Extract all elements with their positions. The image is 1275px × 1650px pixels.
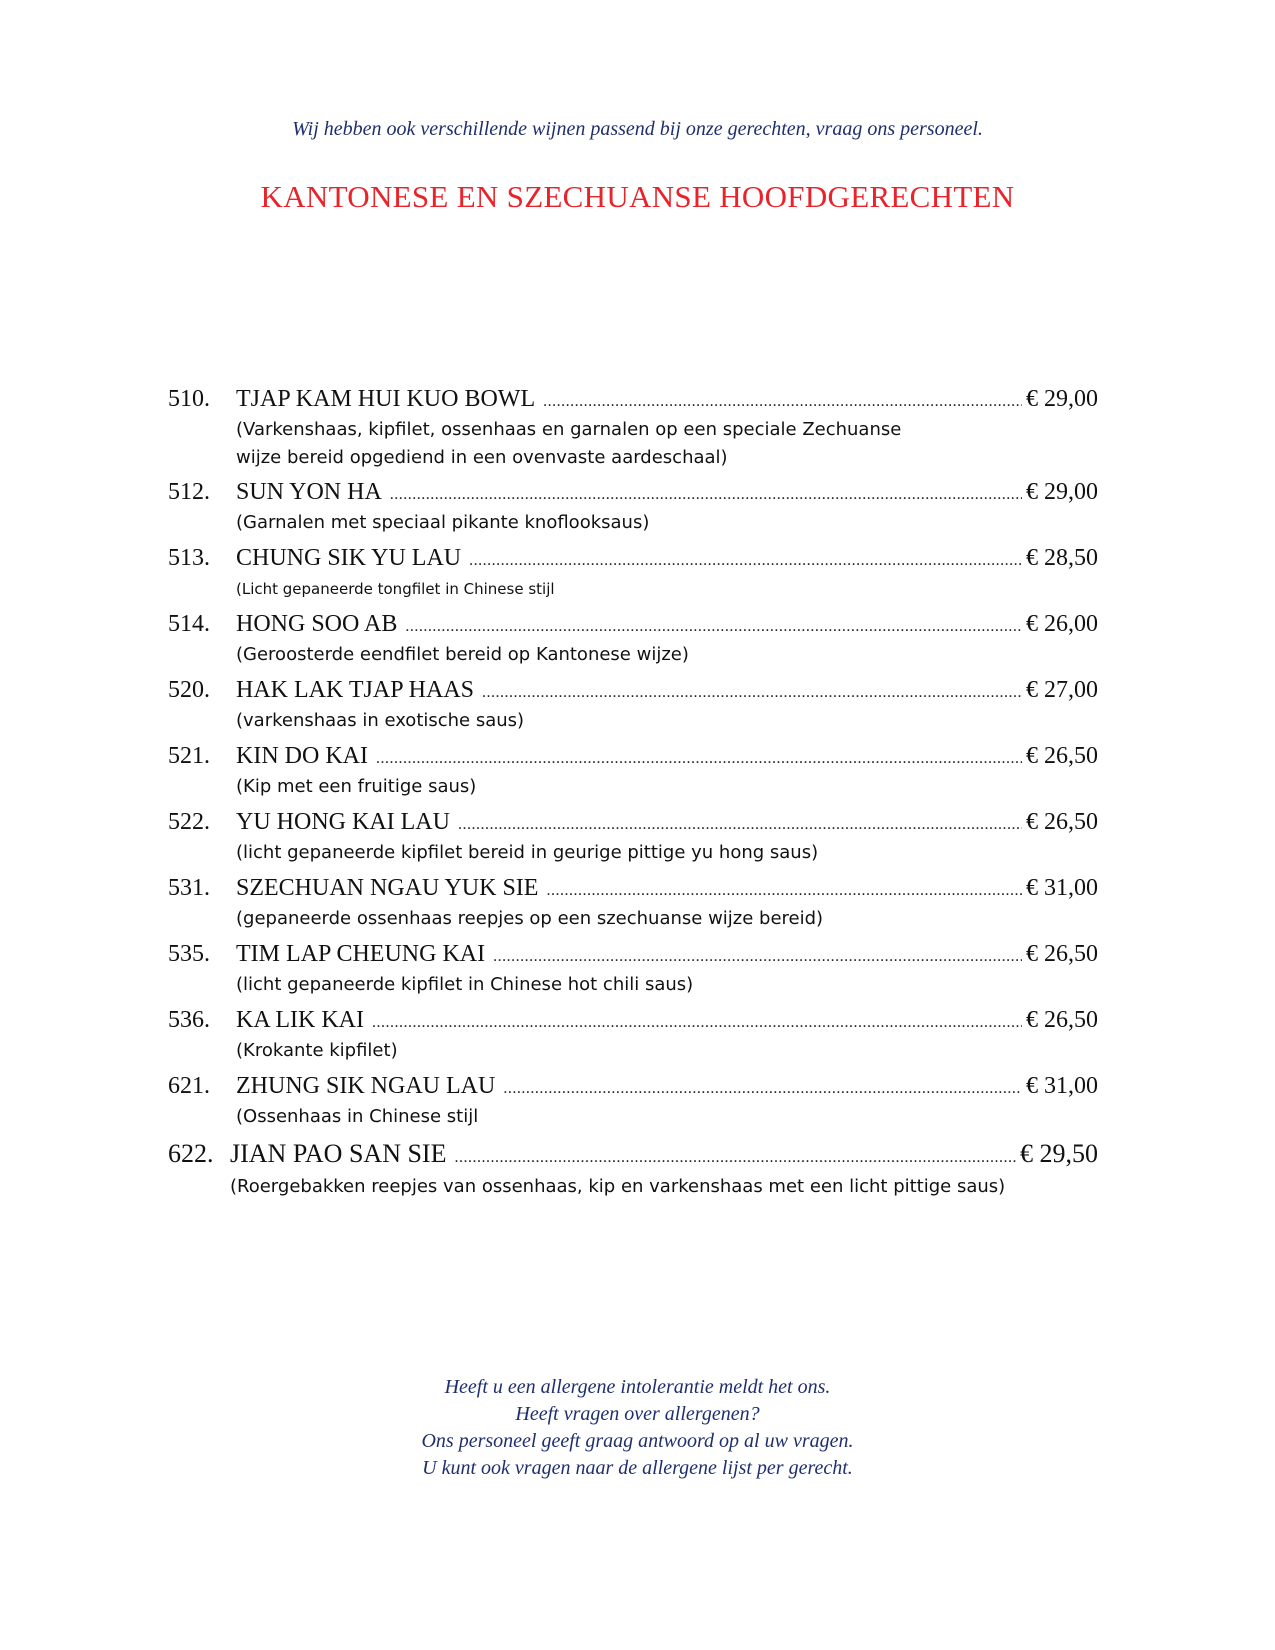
item-number: 514.: [168, 611, 210, 637]
menu-item: [168, 545, 1098, 611]
menu-item: [168, 743, 1098, 809]
item-description: (Krokante kipfilet): [236, 1040, 398, 1061]
menu-list: [168, 386, 1098, 1209]
menu-item: [168, 941, 1098, 1007]
menu-item: [168, 1007, 1098, 1073]
item-price: € 26,50: [1026, 1007, 1098, 1033]
item-number: 536.: [168, 1007, 210, 1033]
item-number: 535.: [168, 941, 210, 967]
dot-leader: [469, 552, 1022, 570]
item-description: (Ossenhaas in Chinese stijl: [236, 1106, 479, 1127]
dot-leader: [405, 618, 1022, 636]
item-number: 522.: [168, 809, 210, 835]
dot-leader: [454, 1149, 1016, 1167]
dot-leader: [543, 393, 1022, 411]
item-description: (gepaneerde ossenhaas reepjes op een szechuanse wijze bereid): [236, 908, 824, 929]
item-name: TJAP KAM HUI KUO BOWL: [236, 386, 536, 412]
dot-leader: [503, 1080, 1022, 1098]
dot-leader: [493, 948, 1022, 966]
item-price: € 27,00: [1026, 677, 1098, 703]
item-description: (Varkenshaas, kipfilet, ossenhaas en garnalen op een speciale Zechuanse wijze bereid opgediend in een ovenvaste aardeschaal): [236, 419, 902, 468]
item-number: 621.: [168, 1073, 210, 1099]
item-price: € 26,50: [1026, 743, 1098, 769]
dot-leader: [482, 684, 1022, 702]
item-description: (Geroosterde eendfilet bereid op Kantonese wijze): [236, 644, 689, 665]
item-price: € 29,00: [1026, 479, 1098, 505]
item-description: (Garnalen met speciaal pikante knoflooksaus): [236, 512, 650, 533]
allergy-line: Heeft u een allergene intolerantie meldt het ons.: [444, 1376, 831, 1398]
item-price: € 29,50: [1020, 1139, 1098, 1168]
item-price: € 28,50: [1026, 545, 1098, 571]
allergy-notice: [0, 1374, 1275, 1482]
item-number: 512.: [168, 479, 210, 505]
menu-item: [168, 809, 1098, 875]
item-number: 513.: [168, 545, 210, 571]
page-title: KANTONESE EN SZECHUANSE HOOFDGERECHTEN: [260, 179, 1015, 214]
item-name: KIN DO KAI: [236, 743, 368, 769]
item-name: SUN YON HA: [236, 479, 382, 505]
item-number: 520.: [168, 677, 210, 703]
allergy-line: Heeft vragen over allergenen?: [515, 1403, 760, 1425]
item-number: 531.: [168, 875, 210, 901]
item-number: 622.: [168, 1139, 214, 1168]
item-description: (licht gepaneerde kipfilet bereid in geurige pittige yu hong saus): [236, 842, 819, 863]
dot-leader: [372, 1014, 1022, 1032]
item-description: (varkenshaas in exotische saus): [236, 710, 525, 731]
dot-leader: [390, 486, 1022, 504]
item-number: 521.: [168, 743, 210, 769]
allergy-line: Ons personeel geeft graag antwoord op al uw vragen.: [421, 1430, 854, 1452]
item-description: (Kip met een fruitige saus): [236, 776, 477, 797]
item-name: HONG SOO AB: [236, 611, 398, 637]
item-name: JIAN PAO SAN SIE: [230, 1139, 447, 1168]
dot-leader: [376, 750, 1022, 768]
menu-item: [168, 677, 1098, 743]
item-number: 510.: [168, 386, 210, 412]
allergy-line: U kunt ook vragen naar de allergene lijst per gerecht.: [422, 1457, 853, 1479]
item-name: SZECHUAN NGAU YUK SIE: [236, 875, 539, 901]
menu-item: [168, 1139, 1098, 1209]
item-name: ZHUNG SIK NGAU LAU: [236, 1073, 496, 1099]
item-name: CHUNG SIK YU LAU: [236, 545, 462, 571]
item-name: HAK LAK TJAP HAAS: [236, 677, 475, 703]
item-description: (licht gepaneerde kipfilet in Chinese hot chili saus): [236, 974, 694, 995]
item-price: € 26,50: [1026, 809, 1098, 835]
menu-item: [168, 611, 1098, 677]
dot-leader: [546, 882, 1022, 900]
item-name: YU HONG KAI LAU: [236, 809, 450, 835]
item-price: € 31,00: [1026, 875, 1098, 901]
menu-item: [168, 875, 1098, 941]
menu-item: [168, 386, 1098, 479]
item-price: € 26,50: [1026, 941, 1098, 967]
item-name: TIM LAP CHEUNG KAI: [236, 941, 486, 967]
item-price: € 29,00: [1026, 386, 1098, 412]
wine-note: Wij hebben ook verschillende wijnen passend bij onze gerechten, vraag ons personeel.: [292, 118, 983, 140]
menu-item: [168, 1073, 1098, 1139]
item-description: (Licht gepaneerde tongfilet in Chinese stijl: [236, 580, 555, 598]
item-price: € 26,00: [1026, 611, 1098, 637]
dot-leader: [458, 816, 1022, 834]
item-price: € 31,00: [1026, 1073, 1098, 1099]
item-description: (Roergebakken reepjes van ossenhaas, kip en varkenshaas met een licht pittige saus): [230, 1176, 1006, 1197]
menu-item: [168, 479, 1098, 545]
item-name: KA LIK KAI: [236, 1007, 364, 1033]
